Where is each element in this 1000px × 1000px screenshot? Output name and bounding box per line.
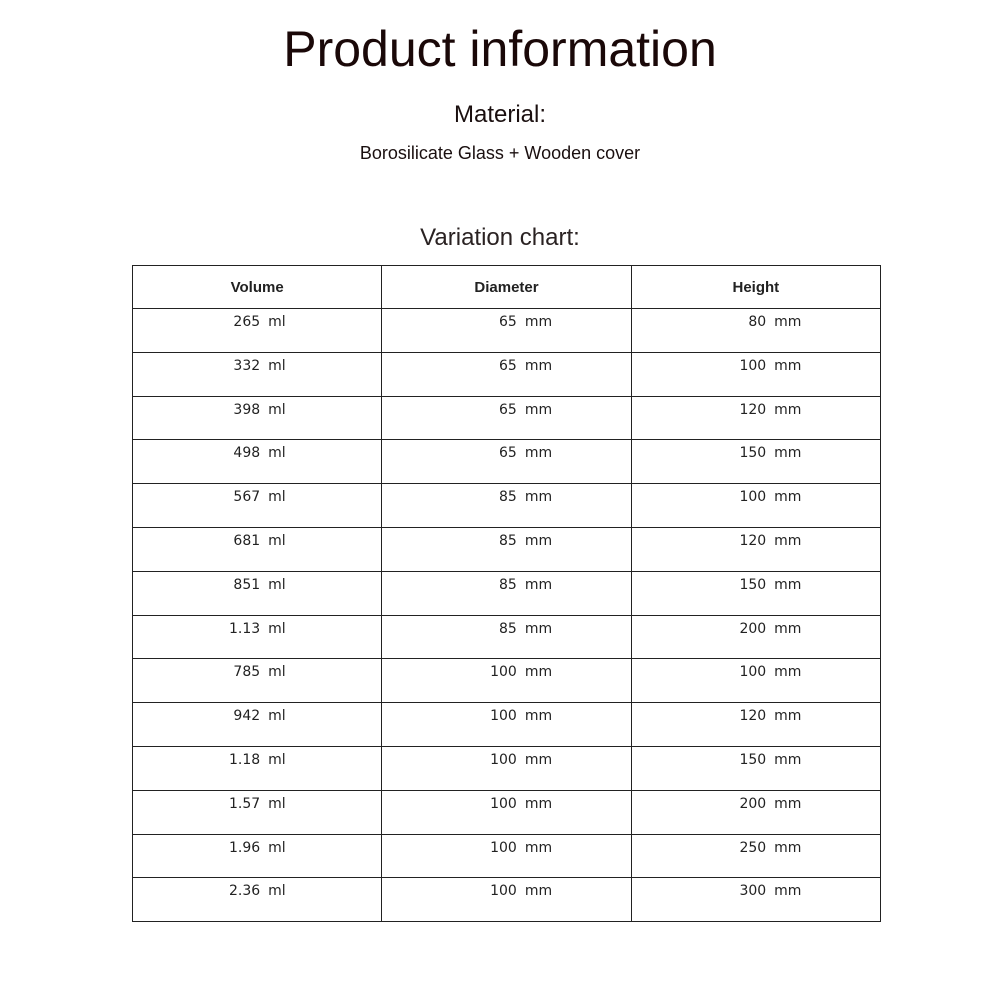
page-title: Product information [283,21,717,77]
diameter-unit: mm [524,664,553,681]
volume-value: 332 [233,357,261,374]
table-row [133,352,881,396]
height-value: 120 [739,401,767,418]
height-cell-content [632,577,880,593]
variation-table-body [133,309,881,922]
diameter-unit: mm [524,489,553,506]
height-value: 80 [748,314,767,330]
height-unit: mm [774,401,802,418]
height-unit: mm [774,708,802,725]
diameter-cell [382,746,631,790]
diameter-value: 100 [490,883,517,900]
height-cell-content [632,752,880,768]
diameter-cell [382,352,631,396]
table-row [133,484,881,528]
height-cell-content [632,445,880,461]
volume-unit: ml [268,532,286,549]
volume-cell [133,440,382,484]
table-row [133,834,881,878]
height-unit: mm [774,664,802,681]
height-unit: mm [774,445,802,462]
diameter-cell-content [382,664,630,680]
diameter-value: 85 [499,620,517,637]
volume-value: 851 [233,576,261,593]
diameter-cell-content [382,752,630,768]
variation-table-header [133,266,881,309]
diameter-value: 65 [499,314,517,330]
volume-cell [133,615,382,659]
volume-unit: ml [268,489,286,506]
table-row [133,790,881,834]
volume-cell-content [133,577,381,593]
volume-unit: ml [268,401,286,418]
diameter-value: 85 [499,532,517,549]
height-cell [631,659,880,703]
volume-cell [133,571,382,615]
height-unit: mm [774,883,802,900]
height-unit: mm [774,576,802,593]
height-cell-content [632,489,880,505]
header-volume: Volume [133,266,382,309]
height-value: 150 [739,576,767,593]
height-cell [631,527,880,571]
diameter-cell [382,571,631,615]
height-unit: mm [774,357,802,374]
diameter-cell [382,309,631,353]
height-value: 150 [739,751,767,768]
height-cell [631,352,880,396]
diameter-cell-content [382,489,630,505]
height-cell [631,878,880,922]
height-cell-content [632,314,880,330]
height-unit: mm [774,314,802,330]
volume-value: 498 [233,445,261,462]
table-row [133,878,881,922]
height-cell [631,484,880,528]
volume-cell-content [133,883,381,899]
height-unit: mm [774,620,802,637]
header-row [133,266,881,309]
diameter-value: 85 [499,489,517,506]
height-unit: mm [774,795,802,812]
diameter-cell [382,703,631,747]
material-value: Borosilicate Glass + Wooden cover [359,143,641,163]
volume-unit: ml [268,620,286,637]
diameter-value: 100 [490,839,517,856]
volume-value: 567 [233,489,261,506]
diameter-unit: mm [524,576,553,593]
diameter-unit: mm [524,532,553,549]
volume-value: 681 [233,532,261,549]
height-cell-content [632,402,880,418]
header-diameter: Diameter [382,266,631,309]
table-row [133,527,881,571]
diameter-value: 65 [499,401,517,418]
volume-cell [133,746,382,790]
height-unit: mm [774,489,802,506]
height-cell [631,396,880,440]
volume-cell-content [133,796,381,812]
volume-unit: ml [268,664,286,681]
height-cell [631,440,880,484]
diameter-value: 100 [490,751,517,768]
volume-cell [133,878,382,922]
volume-cell [133,396,382,440]
diameter-unit: mm [524,883,553,900]
height-unit: mm [774,751,802,768]
table-row [133,703,881,747]
volume-value: 1.13 [228,620,261,637]
volume-cell-content [133,664,381,680]
height-cell-content [632,796,880,812]
variation-table [132,265,881,922]
volume-cell-content [133,402,381,418]
diameter-cell-content [382,358,630,374]
volume-cell-content [133,314,381,330]
diameter-cell [382,790,631,834]
diameter-cell-content [382,621,630,637]
volume-cell-content [133,752,381,768]
diameter-cell-content [382,796,630,812]
variation-chart-heading: Variation chart: [420,224,580,251]
diameter-cell-content [382,445,630,461]
volume-cell [133,352,382,396]
volume-value: 1.57 [228,795,261,812]
volume-unit: ml [268,795,286,812]
volume-cell-content [133,489,381,505]
diameter-unit: mm [524,445,553,462]
height-cell [631,790,880,834]
diameter-value: 65 [499,445,517,462]
diameter-unit: mm [524,314,553,330]
height-cell [631,615,880,659]
diameter-cell-content [382,577,630,593]
diameter-cell [382,878,631,922]
header-height: Height [631,266,880,309]
table-row [133,615,881,659]
volume-cell [133,527,382,571]
height-value: 200 [739,795,767,812]
volume-unit: ml [268,708,286,725]
diameter-value: 85 [499,576,517,593]
height-cell-content [632,708,880,724]
volume-value: 2.36 [228,883,261,900]
diameter-unit: mm [524,839,553,856]
volume-unit: ml [268,576,286,593]
table-row [133,440,881,484]
diameter-value: 100 [490,664,517,681]
volume-cell [133,484,382,528]
table-row [133,571,881,615]
diameter-unit: mm [524,620,553,637]
volume-value: 265 [233,314,261,330]
volume-cell-content [133,621,381,637]
volume-value: 942 [233,708,261,725]
table-row [133,746,881,790]
height-cell [631,703,880,747]
diameter-cell-content [382,708,630,724]
volume-unit: ml [268,883,286,900]
height-value: 200 [739,620,767,637]
height-value: 250 [739,839,767,856]
volume-unit: ml [268,445,286,462]
diameter-cell [382,834,631,878]
height-value: 100 [739,357,767,374]
height-cell [631,746,880,790]
diameter-cell-content [382,840,630,856]
height-cell [631,834,880,878]
height-cell [631,571,880,615]
diameter-cell [382,527,631,571]
diameter-unit: mm [524,357,553,374]
volume-cell-content [133,358,381,374]
height-value: 120 [739,708,767,725]
diameter-cell [382,615,631,659]
volume-unit: ml [268,357,286,374]
diameter-cell [382,396,631,440]
volume-cell-content [133,445,381,461]
table-row [133,309,881,353]
volume-value: 1.96 [228,839,261,856]
diameter-cell-content [382,533,630,549]
height-unit: mm [774,839,802,856]
diameter-value: 100 [490,708,517,725]
height-value: 300 [739,883,767,900]
diameter-value: 65 [499,357,517,374]
table-row [133,659,881,703]
diameter-unit: mm [524,795,553,812]
height-value: 100 [739,664,767,681]
volume-value: 398 [233,401,261,418]
diameter-unit: mm [524,401,553,418]
diameter-cell-content [382,314,630,330]
diameter-cell [382,440,631,484]
height-value: 100 [739,489,767,506]
diameter-unit: mm [524,708,553,725]
volume-unit: ml [268,751,286,768]
volume-unit: ml [268,314,286,330]
height-cell-content [632,883,880,899]
volume-cell-content [133,708,381,724]
volume-cell [133,834,382,878]
height-value: 120 [739,532,767,549]
height-cell-content [632,358,880,374]
material-heading: Material: [453,101,547,128]
height-value: 150 [739,445,767,462]
diameter-value: 100 [490,795,517,812]
volume-value: 785 [233,664,261,681]
volume-cell [133,790,382,834]
height-cell-content [632,621,880,637]
diameter-unit: mm [524,751,553,768]
diameter-cell-content [382,402,630,418]
volume-cell [133,309,382,353]
table-row [133,396,881,440]
height-cell-content [632,533,880,549]
volume-cell-content [133,840,381,856]
diameter-cell [382,659,631,703]
diameter-cell-content [382,883,630,899]
volume-cell [133,703,382,747]
height-cell-content [632,664,880,680]
volume-unit: ml [268,839,286,856]
height-cell [631,309,880,353]
height-unit: mm [774,532,802,549]
volume-value: 1.18 [228,751,261,768]
height-cell-content [632,840,880,856]
diameter-cell [382,484,631,528]
volume-cell-content [133,533,381,549]
volume-cell [133,659,382,703]
